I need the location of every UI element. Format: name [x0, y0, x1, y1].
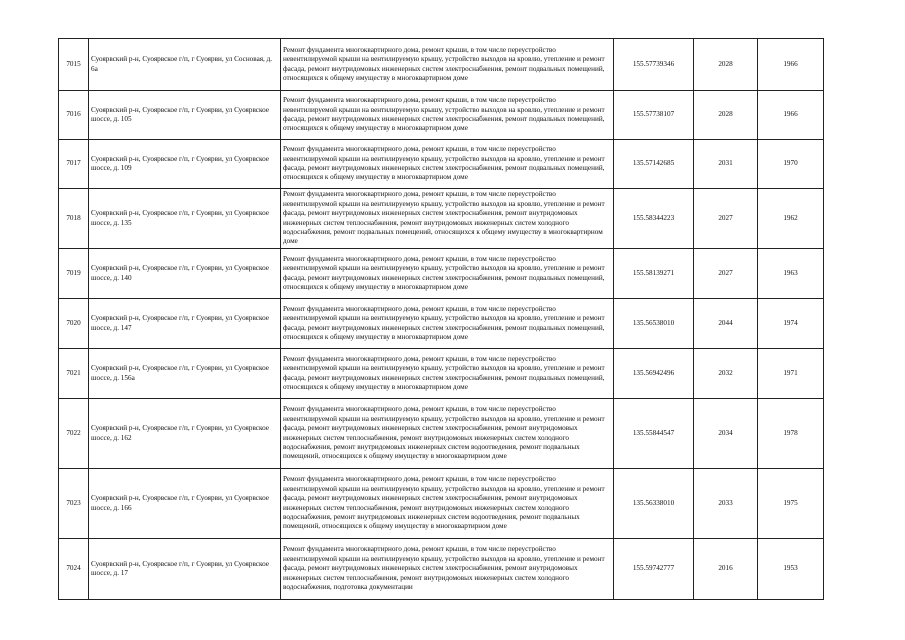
row-cost: 155.58344223	[614, 189, 694, 249]
row-year-plan: 2034	[694, 399, 758, 469]
row-works: Ремонт фундамента многоквартирного дома, ремонт крыши, в том числе переустройство невентилируемой крыши на вентилируемую крышу, устройство выходов на кровлю, утепление и ремонт фасада, ремонт внутридомовых инженерных систем электроснабжения, ремонт подвальных помещений, относящихся к общему имуществу в многоквартирном доме	[281, 91, 614, 140]
row-cost: 135.56538010	[614, 299, 694, 349]
table-row	[59, 539, 824, 600]
row-year-built: 1953	[758, 539, 824, 600]
row-cost: 155.57739346	[614, 39, 694, 91]
row-number: 7022	[59, 399, 89, 469]
row-works: Ремонт фундамента многоквартирного дома, ремонт крыши, в том числе переустройство невентилируемой крыши на вентилируемую крышу, устройство выходов на кровлю, утепление и ремонт фасада, ремонт внутридомовых инженерных систем электроснабжения, ремонт подвальных помещений, относящихся к общему имуществу в многоквартирном доме	[281, 299, 614, 349]
row-address: Суоярвский р-н, Суоярвское г/п, г Суоярви, ул Суоярвское шоссе, д. 105	[89, 91, 281, 140]
row-address: Суоярвский р-н, Суоярвское г/п, г Суоярви, ул Суоярвское шоссе, д. 166	[89, 469, 281, 539]
registry-table	[58, 38, 824, 600]
row-year-plan: 2033	[694, 469, 758, 539]
table-row	[59, 249, 824, 299]
row-cost: 155.58139271	[614, 249, 694, 299]
row-works: Ремонт фундамента многоквартирного дома, ремонт крыши, в том числе переустройство невентилируемой крыши на вентилируемую крышу, устройство выходов на кровлю, утепление и ремонт фасада, ремонт внутридомовых инженерных систем электроснабжения, ремонт подвальных помещений, относящихся к общему имуществу в многоквартирном доме	[281, 349, 614, 399]
row-number: 7024	[59, 539, 89, 600]
table-row	[59, 91, 824, 140]
row-cost: 155.59742777	[614, 539, 694, 600]
row-number: 7018	[59, 189, 89, 249]
row-number: 7017	[59, 140, 89, 189]
row-year-plan: 2032	[694, 349, 758, 399]
row-year-plan: 2027	[694, 249, 758, 299]
table-row	[59, 349, 824, 399]
table-row	[59, 399, 824, 469]
row-year-built: 1966	[758, 39, 824, 91]
table-row	[59, 140, 824, 189]
row-number: 7016	[59, 91, 89, 140]
row-address: Суоярвский р-н, Суоярвское г/п, г Суоярви, ул Суоярвское шоссе, д. 162	[89, 399, 281, 469]
row-works: Ремонт фундамента многоквартирного дома, ремонт крыши, в том числе переустройство невентилируемой крыши на вентилируемую крышу, устройство выходов на кровлю, утепление и ремонт фасада, ремонт внутридомовых инженерных систем электроснабжения, ремонт внутридомовых инженерных систем теплоснабжения, ремонт внутридомовых инженерных систем холодного водоснабжения, ремонт внутридомовых инженерных систем водоотведения, ремонт подвальных помещений, относящихся к общему имуществу в многоквартирном доме	[281, 399, 614, 469]
row-year-plan: 2028	[694, 39, 758, 91]
row-year-plan: 2028	[694, 91, 758, 140]
table-row	[59, 189, 824, 249]
row-cost: 135.57142685	[614, 140, 694, 189]
row-address: Суоярвский р-н, Суоярвское г/п, г Суоярви, ул Сосновая, д. 6а	[89, 39, 281, 91]
row-number: 7015	[59, 39, 89, 91]
row-works: Ремонт фундамента многоквартирного дома, ремонт крыши, в том числе переустройство невентилируемой крыши на вентилируемую крышу, устройство выходов на кровлю, утепление и ремонт фасада, ремонт внутридомовых инженерных систем электроснабжения, ремонт подвальных помещений, относящихся к общему имуществу в многоквартирном доме	[281, 249, 614, 299]
row-year-plan: 2031	[694, 140, 758, 189]
row-year-built: 1963	[758, 249, 824, 299]
row-cost: 135.55844547	[614, 399, 694, 469]
row-address: Суоярвский р-н, Суоярвское г/п, г Суоярви, ул Суоярвское шоссе, д. 17	[89, 539, 281, 600]
row-works: Ремонт фундамента многоквартирного дома, ремонт крыши, в том числе переустройство невентилируемой крыши на вентилируемую крышу, устройство выходов на кровлю, утепление и ремонт фасада, ремонт внутридомовых инженерных систем электроснабжения, ремонт подвальных помещений, относящихся к общему имуществу в многоквартирном доме	[281, 39, 614, 91]
row-address: Суоярвский р-н, Суоярвское г/п, г Суоярви, ул Суоярвское шоссе, д. 135	[89, 189, 281, 249]
row-year-built: 1966	[758, 91, 824, 140]
row-cost: 135.56942496	[614, 349, 694, 399]
row-address: Суоярвский р-н, Суоярвское г/п, г Суоярви, ул Суоярвское шоссе, д. 109	[89, 140, 281, 189]
table-row	[59, 469, 824, 539]
row-year-plan: 2027	[694, 189, 758, 249]
row-works: Ремонт фундамента многоквартирного дома, ремонт крыши, в том числе переустройство невентилируемой крыши на вентилируемую крышу, устройство выходов на кровлю, утепление и ремонт фасада, ремонт внутридомовых инженерных систем электроснабжения, ремонт внутридомовых инженерных систем теплоснабжения, ремонт внутридомовых инженерных систем холодного водоснабжения, подготовка документации	[281, 539, 614, 600]
row-address: Суоярвский р-н, Суоярвское г/п, г Суоярви, ул Суоярвское шоссе, д. 156а	[89, 349, 281, 399]
row-works: Ремонт фундамента многоквартирного дома, ремонт крыши, в том числе переустройство невентилируемой крыши на вентилируемую крышу, устройство выходов на кровлю, утепление и ремонт фасада, ремонт внутридомовых инженерных систем электроснабжения, ремонт внутридомовых инженерных систем теплоснабжения, ремонт внутридомовых инженерных систем холодного водоснабжения, ремонт внутридомовых инженерных систем водоотведения, ремонт подвальных помещений, относящихся к общему имуществу в многоквартирном доме	[281, 469, 614, 539]
row-number: 7023	[59, 469, 89, 539]
row-year-plan: 2044	[694, 299, 758, 349]
row-year-built: 1962	[758, 189, 824, 249]
row-year-plan: 2016	[694, 539, 758, 600]
row-year-built: 1971	[758, 349, 824, 399]
row-number: 7021	[59, 349, 89, 399]
row-works: Ремонт фундамента многоквартирного дома, ремонт крыши, в том числе переустройство невентилируемой крыши на вентилируемую крышу, устройство выходов на кровлю, утепление и ремонт фасада, ремонт внутридомовых инженерных систем электроснабжения, ремонт подвальных помещений, относящихся к общему имуществу в многоквартирном доме	[281, 140, 614, 189]
row-address: Суоярвский р-н, Суоярвское г/п, г Суоярви, ул Суоярвское шоссе, д. 147	[89, 299, 281, 349]
row-cost: 135.56338010	[614, 469, 694, 539]
row-works: Ремонт фундамента многоквартирного дома, ремонт крыши, в том числе переустройство невентилируемой крыши на вентилируемую крышу, устройство выходов на кровлю, утепление и ремонт фасада, ремонт внутридомовых инженерных систем электроснабжения, ремонт внутридомовых инженерных систем теплоснабжения, ремонт внутридомовых инженерных систем холодного водоснабжения, ремонт подвальных помещений, относящихся к общему имуществу в многоквартирном доме	[281, 189, 614, 249]
row-address: Суоярвский р-н, Суоярвское г/п, г Суоярви, ул Суоярвское шоссе, д. 140	[89, 249, 281, 299]
row-year-built: 1978	[758, 399, 824, 469]
row-year-built: 1975	[758, 469, 824, 539]
table-row	[59, 39, 824, 91]
row-number: 7019	[59, 249, 89, 299]
table-row	[59, 299, 824, 349]
row-number: 7020	[59, 299, 89, 349]
row-cost: 155.57738107	[614, 91, 694, 140]
row-year-built: 1974	[758, 299, 824, 349]
row-year-built: 1970	[758, 140, 824, 189]
